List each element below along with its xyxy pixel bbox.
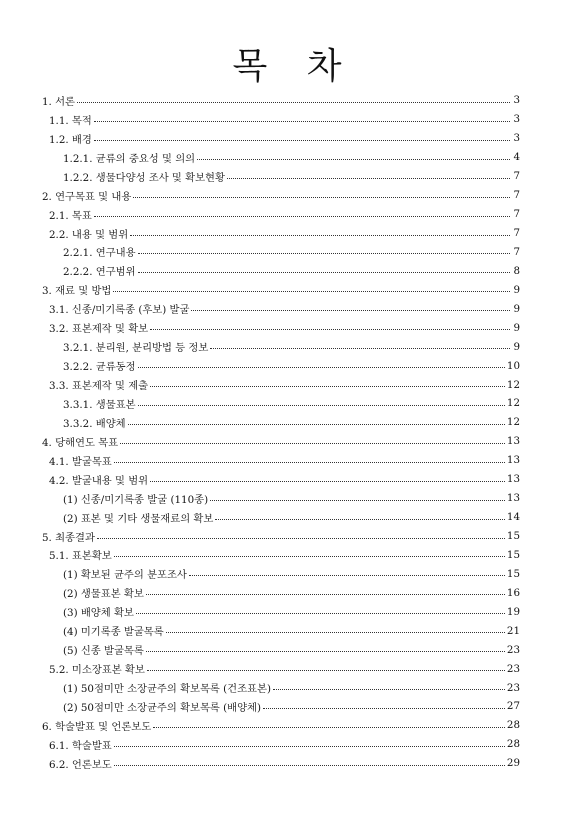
toc-leader-dots — [150, 481, 505, 482]
toc-entry[interactable] — [42, 754, 520, 773]
toc-entry[interactable] — [42, 659, 520, 678]
toc-entry[interactable] — [42, 394, 520, 413]
toc-entry[interactable] — [42, 129, 520, 148]
toc-entry[interactable] — [42, 337, 520, 356]
toc-entry-page-number: 7 — [513, 208, 520, 221]
toc-entry-label: 6.1. 학술발표 — [49, 739, 112, 752]
toc-entry-page-number: 7 — [513, 189, 520, 202]
toc-entry-label: 3. 재료 및 방법 — [42, 285, 112, 298]
toc-entry-label: (2) 50점미만 소장균주의 확보목록 (배양체) — [63, 701, 262, 714]
toc-entry-label: 3.1. 신종/미기록종 (후보) 발굴 — [49, 304, 190, 317]
toc-entry-label: (2) 표본 및 기타 생물재료의 확보 — [63, 512, 214, 525]
toc-entry[interactable] — [42, 470, 520, 489]
toc-leader-dots — [263, 708, 505, 709]
toc-leader-dots — [197, 159, 510, 160]
toc-entry-label: (5) 신종 발굴목록 — [63, 645, 144, 658]
toc-entry-label: 1.1. 목적 — [49, 114, 92, 127]
toc-entry-page-number: 12 — [506, 397, 520, 410]
toc-entry-label: 3.3.1. 생물표본 — [63, 398, 136, 411]
toc-entry[interactable] — [42, 413, 520, 432]
toc-entry-label: 3.2.2. 균류동정 — [63, 361, 136, 374]
toc-entry-page-number: 23 — [506, 662, 520, 675]
toc-entry-label: (1) 50점미만 소장균주의 확보목록 (건조표본) — [63, 683, 271, 696]
toc-entry[interactable] — [42, 205, 520, 224]
toc-leader-dots — [146, 651, 505, 652]
toc-entry[interactable] — [42, 110, 520, 129]
toc-entry-page-number: 14 — [506, 511, 520, 524]
toc-entry-page-number: 16 — [506, 586, 520, 599]
toc-entry[interactable] — [42, 527, 520, 546]
toc-entry-page-number: 9 — [513, 302, 520, 315]
toc-leader-dots — [150, 386, 505, 387]
toc-leader-dots — [136, 613, 505, 614]
toc-entry-label: 2.2.2. 연구범위 — [63, 266, 136, 279]
toc-entry[interactable] — [42, 243, 520, 262]
toc-leader-dots — [114, 462, 505, 463]
toc-leader-dots — [130, 235, 510, 236]
toc-entry[interactable] — [42, 508, 520, 527]
toc-entry-page-number: 12 — [506, 378, 520, 391]
toc-entry[interactable] — [42, 356, 520, 375]
toc-leader-dots — [120, 443, 505, 444]
toc-leader-dots — [133, 197, 510, 198]
toc-entry-label: 2. 연구목표 및 내용 — [42, 190, 132, 203]
toc-entry-label: (2) 생물표본 확보 — [63, 588, 144, 601]
toc-leader-dots — [94, 216, 510, 217]
toc-entry[interactable] — [42, 261, 520, 280]
toc-entry-page-number: 7 — [513, 245, 520, 258]
toc-leader-dots — [138, 367, 505, 368]
toc-entry-label: 2.2.1. 연구내용 — [63, 247, 136, 260]
toc-entry-page-number: 28 — [506, 719, 520, 732]
toc-entry-label: 5. 최종결과 — [42, 531, 95, 544]
toc-entry-label: (3) 배양체 확보 — [63, 607, 134, 620]
toc-entry-label: 6.2. 언론보도 — [49, 758, 112, 771]
toc-entry[interactable] — [42, 280, 520, 299]
toc-entry-label: 1. 서론 — [42, 95, 75, 108]
toc-entry-page-number: 7 — [513, 227, 520, 240]
toc-entry-page-number: 3 — [513, 113, 520, 126]
toc-entry[interactable] — [42, 432, 520, 451]
toc-leader-dots — [273, 689, 505, 690]
toc-entry[interactable] — [42, 640, 520, 659]
toc-entry-page-number: 7 — [513, 170, 520, 183]
toc-entry-page-number: 19 — [506, 605, 520, 618]
toc-leader-dots — [138, 253, 510, 254]
toc-entry[interactable] — [42, 564, 520, 583]
toc-entry-page-number: 27 — [506, 700, 520, 713]
toc-entry[interactable] — [42, 735, 520, 754]
toc-entry-page-number: 15 — [506, 567, 520, 580]
toc-entry-page-number: 13 — [506, 435, 520, 448]
toc-entry[interactable] — [42, 186, 520, 205]
toc-leader-dots — [147, 670, 505, 671]
toc-entry[interactable] — [42, 583, 520, 602]
toc-entry-label: 1.2.1. 균류의 중요성 및 의의 — [63, 152, 196, 165]
page-title: 목 차 — [232, 46, 356, 87]
toc-entry-label: 4.2. 발굴내용 및 범위 — [49, 474, 149, 487]
toc-entry-label: 5.1. 표본확보 — [49, 550, 112, 563]
toc-leader-dots — [113, 291, 510, 292]
toc-leader-dots — [189, 575, 505, 576]
toc-entry-label: 5.2. 미소장표본 확보 — [49, 664, 145, 677]
toc-entry-page-number: 12 — [506, 416, 520, 429]
toc-leader-dots — [97, 538, 505, 539]
toc-leader-dots — [138, 272, 510, 273]
toc-entry-page-number: 8 — [513, 264, 520, 277]
toc-entry-page-number: 13 — [506, 473, 520, 486]
toc-entry-label: (1) 확보된 균주의 분포조사 — [63, 569, 187, 582]
toc-entry-label: (1) 신종/미기록종 발굴 (110종) — [63, 493, 209, 506]
toc-entry[interactable] — [42, 716, 520, 735]
toc-entry-page-number: 28 — [506, 738, 520, 751]
toc-entry[interactable] — [42, 167, 520, 186]
toc-entry-label: 1.2.2. 생물다양성 조사 및 확보현황 — [63, 171, 225, 184]
toc-entry[interactable] — [42, 299, 520, 318]
table-of-contents — [42, 91, 520, 773]
toc-entry-label: 3.3. 표본제작 및 제출 — [49, 380, 149, 393]
toc-leader-dots — [94, 140, 510, 141]
toc-entry-page-number: 15 — [506, 548, 520, 561]
toc-entry-label: 3.2. 표본제작 및 확보 — [49, 323, 149, 336]
toc-entry-page-number: 21 — [506, 624, 520, 637]
toc-entry-page-number: 9 — [513, 283, 520, 296]
toc-leader-dots — [210, 348, 510, 349]
toc-entry[interactable] — [42, 375, 520, 394]
toc-entry-page-number: 13 — [506, 492, 520, 505]
toc-leader-dots — [128, 424, 505, 425]
toc-leader-dots — [114, 765, 505, 766]
toc-entry-label: 2.1. 목표 — [49, 209, 92, 222]
toc-entry[interactable] — [42, 489, 520, 508]
toc-leader-dots — [138, 405, 505, 406]
toc-entry-label: 1.2. 배경 — [49, 133, 92, 146]
toc-entry-label: 4. 당해연도 목표 — [42, 436, 119, 449]
toc-entry-page-number: 13 — [506, 454, 520, 467]
toc-entry-label: 6. 학술발표 및 언론보도 — [42, 720, 152, 733]
toc-entry-page-number: 23 — [506, 681, 520, 694]
toc-entry[interactable] — [42, 451, 520, 470]
toc-leader-dots — [153, 727, 505, 728]
toc-entry-page-number: 10 — [506, 359, 520, 372]
toc-entry[interactable] — [42, 697, 520, 716]
toc-entry[interactable] — [42, 546, 520, 565]
toc-entry-label: (4) 미기록종 발굴목록 — [63, 626, 164, 639]
toc-entry[interactable] — [42, 148, 520, 167]
toc-entry-page-number: 23 — [506, 643, 520, 656]
toc-leader-dots — [166, 632, 505, 633]
toc-entry-page-number: 3 — [513, 94, 520, 107]
toc-entry[interactable] — [42, 91, 520, 110]
toc-leader-dots — [77, 102, 510, 103]
toc-entry-label: 3.3.2. 배양체 — [63, 417, 126, 430]
toc-leader-dots — [146, 594, 505, 595]
toc-entry[interactable] — [42, 318, 520, 337]
toc-leader-dots — [210, 500, 505, 501]
toc-entry[interactable] — [42, 224, 520, 243]
toc-leader-dots — [191, 310, 510, 311]
toc-entry-page-number: 15 — [506, 530, 520, 543]
toc-leader-dots — [215, 519, 505, 520]
toc-entry-label: 3.2.1. 분리원, 분리방법 등 정보 — [63, 342, 209, 355]
toc-entry-page-number: 29 — [506, 757, 520, 770]
toc-leader-dots — [94, 121, 510, 122]
toc-entry-page-number: 9 — [513, 321, 520, 334]
toc-entry[interactable] — [42, 621, 520, 640]
toc-entry[interactable] — [42, 602, 520, 621]
toc-entry-page-number: 9 — [513, 340, 520, 353]
toc-entry-page-number: 3 — [513, 132, 520, 145]
toc-entry-page-number: 4 — [513, 151, 520, 164]
toc-leader-dots — [150, 329, 510, 330]
toc-entry-label: 4.1. 발굴목표 — [49, 455, 112, 468]
toc-leader-dots — [114, 746, 505, 747]
toc-leader-dots — [227, 178, 510, 179]
toc-entry[interactable] — [42, 678, 520, 697]
toc-leader-dots — [114, 556, 505, 557]
toc-entry-label: 2.2. 내용 및 범위 — [49, 228, 129, 241]
